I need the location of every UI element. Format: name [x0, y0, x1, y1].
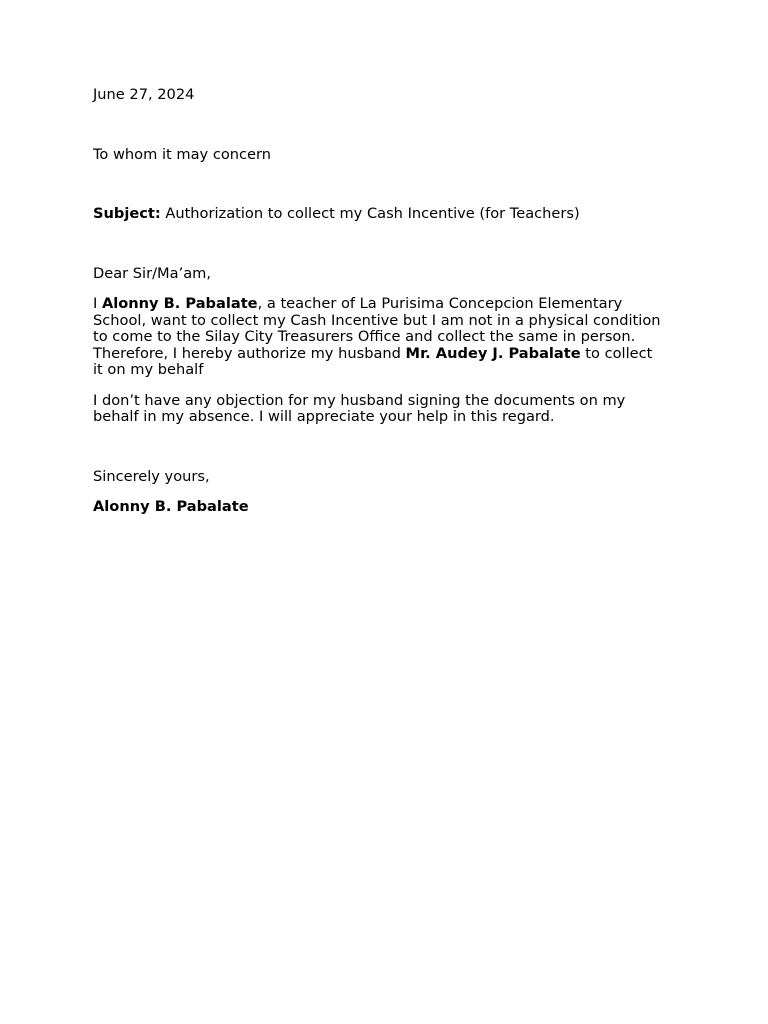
paragraph-1-line-5: it on my behalf	[93, 361, 204, 378]
paragraph-2-line-2: behalf in my absence. I will appreciate your help in this regard.	[93, 408, 555, 425]
letter-page	[93, 87, 683, 516]
paragraph-1-line-4-prefix: Therefore, I hereby authorize my husband	[93, 344, 406, 362]
sender-name: Alonny B. Pabalate	[101, 295, 258, 312]
body-paragraph-1	[93, 296, 683, 379]
paragraph-1-line-4-suffix: to collect	[580, 344, 653, 362]
paragraph-1-line-1	[93, 296, 683, 313]
paragraph-1-line-3: to come to the Silay City Treasurers Office and collect the same in person.	[93, 328, 636, 345]
signature-bold: Alonny B. Pabalate	[93, 498, 249, 515]
letter-subject	[93, 206, 683, 223]
paragraph-2-line-1: I don’t have any objection for my husband signing the documents on my	[93, 391, 626, 409]
letter-recipient: To whom it may concern	[93, 145, 272, 163]
letter-salutation: Dear Sir/Ma’am,	[93, 264, 212, 282]
letter-date: June 27, 2024	[93, 86, 195, 103]
subject-text: Authorization to collect my Cash Incentive (for Teachers)	[160, 205, 580, 222]
husband-name: Mr. Audey J. Pabalate	[405, 344, 581, 362]
signature-name	[93, 499, 683, 516]
letter-closing: Sincerely yours,	[93, 467, 210, 485]
paragraph-1-line-4	[93, 346, 683, 363]
paragraph-1-line-1-rest: , a teacher of La Purisima Concepcion Elementary	[257, 295, 623, 312]
paragraph-1-prefix: I	[93, 295, 102, 312]
subject-label: Subject:	[93, 205, 161, 222]
paragraph-1-line-2: School, want to collect my Cash Incentive but I am not in a physical condition	[93, 311, 661, 329]
body-paragraph-2	[93, 393, 683, 426]
